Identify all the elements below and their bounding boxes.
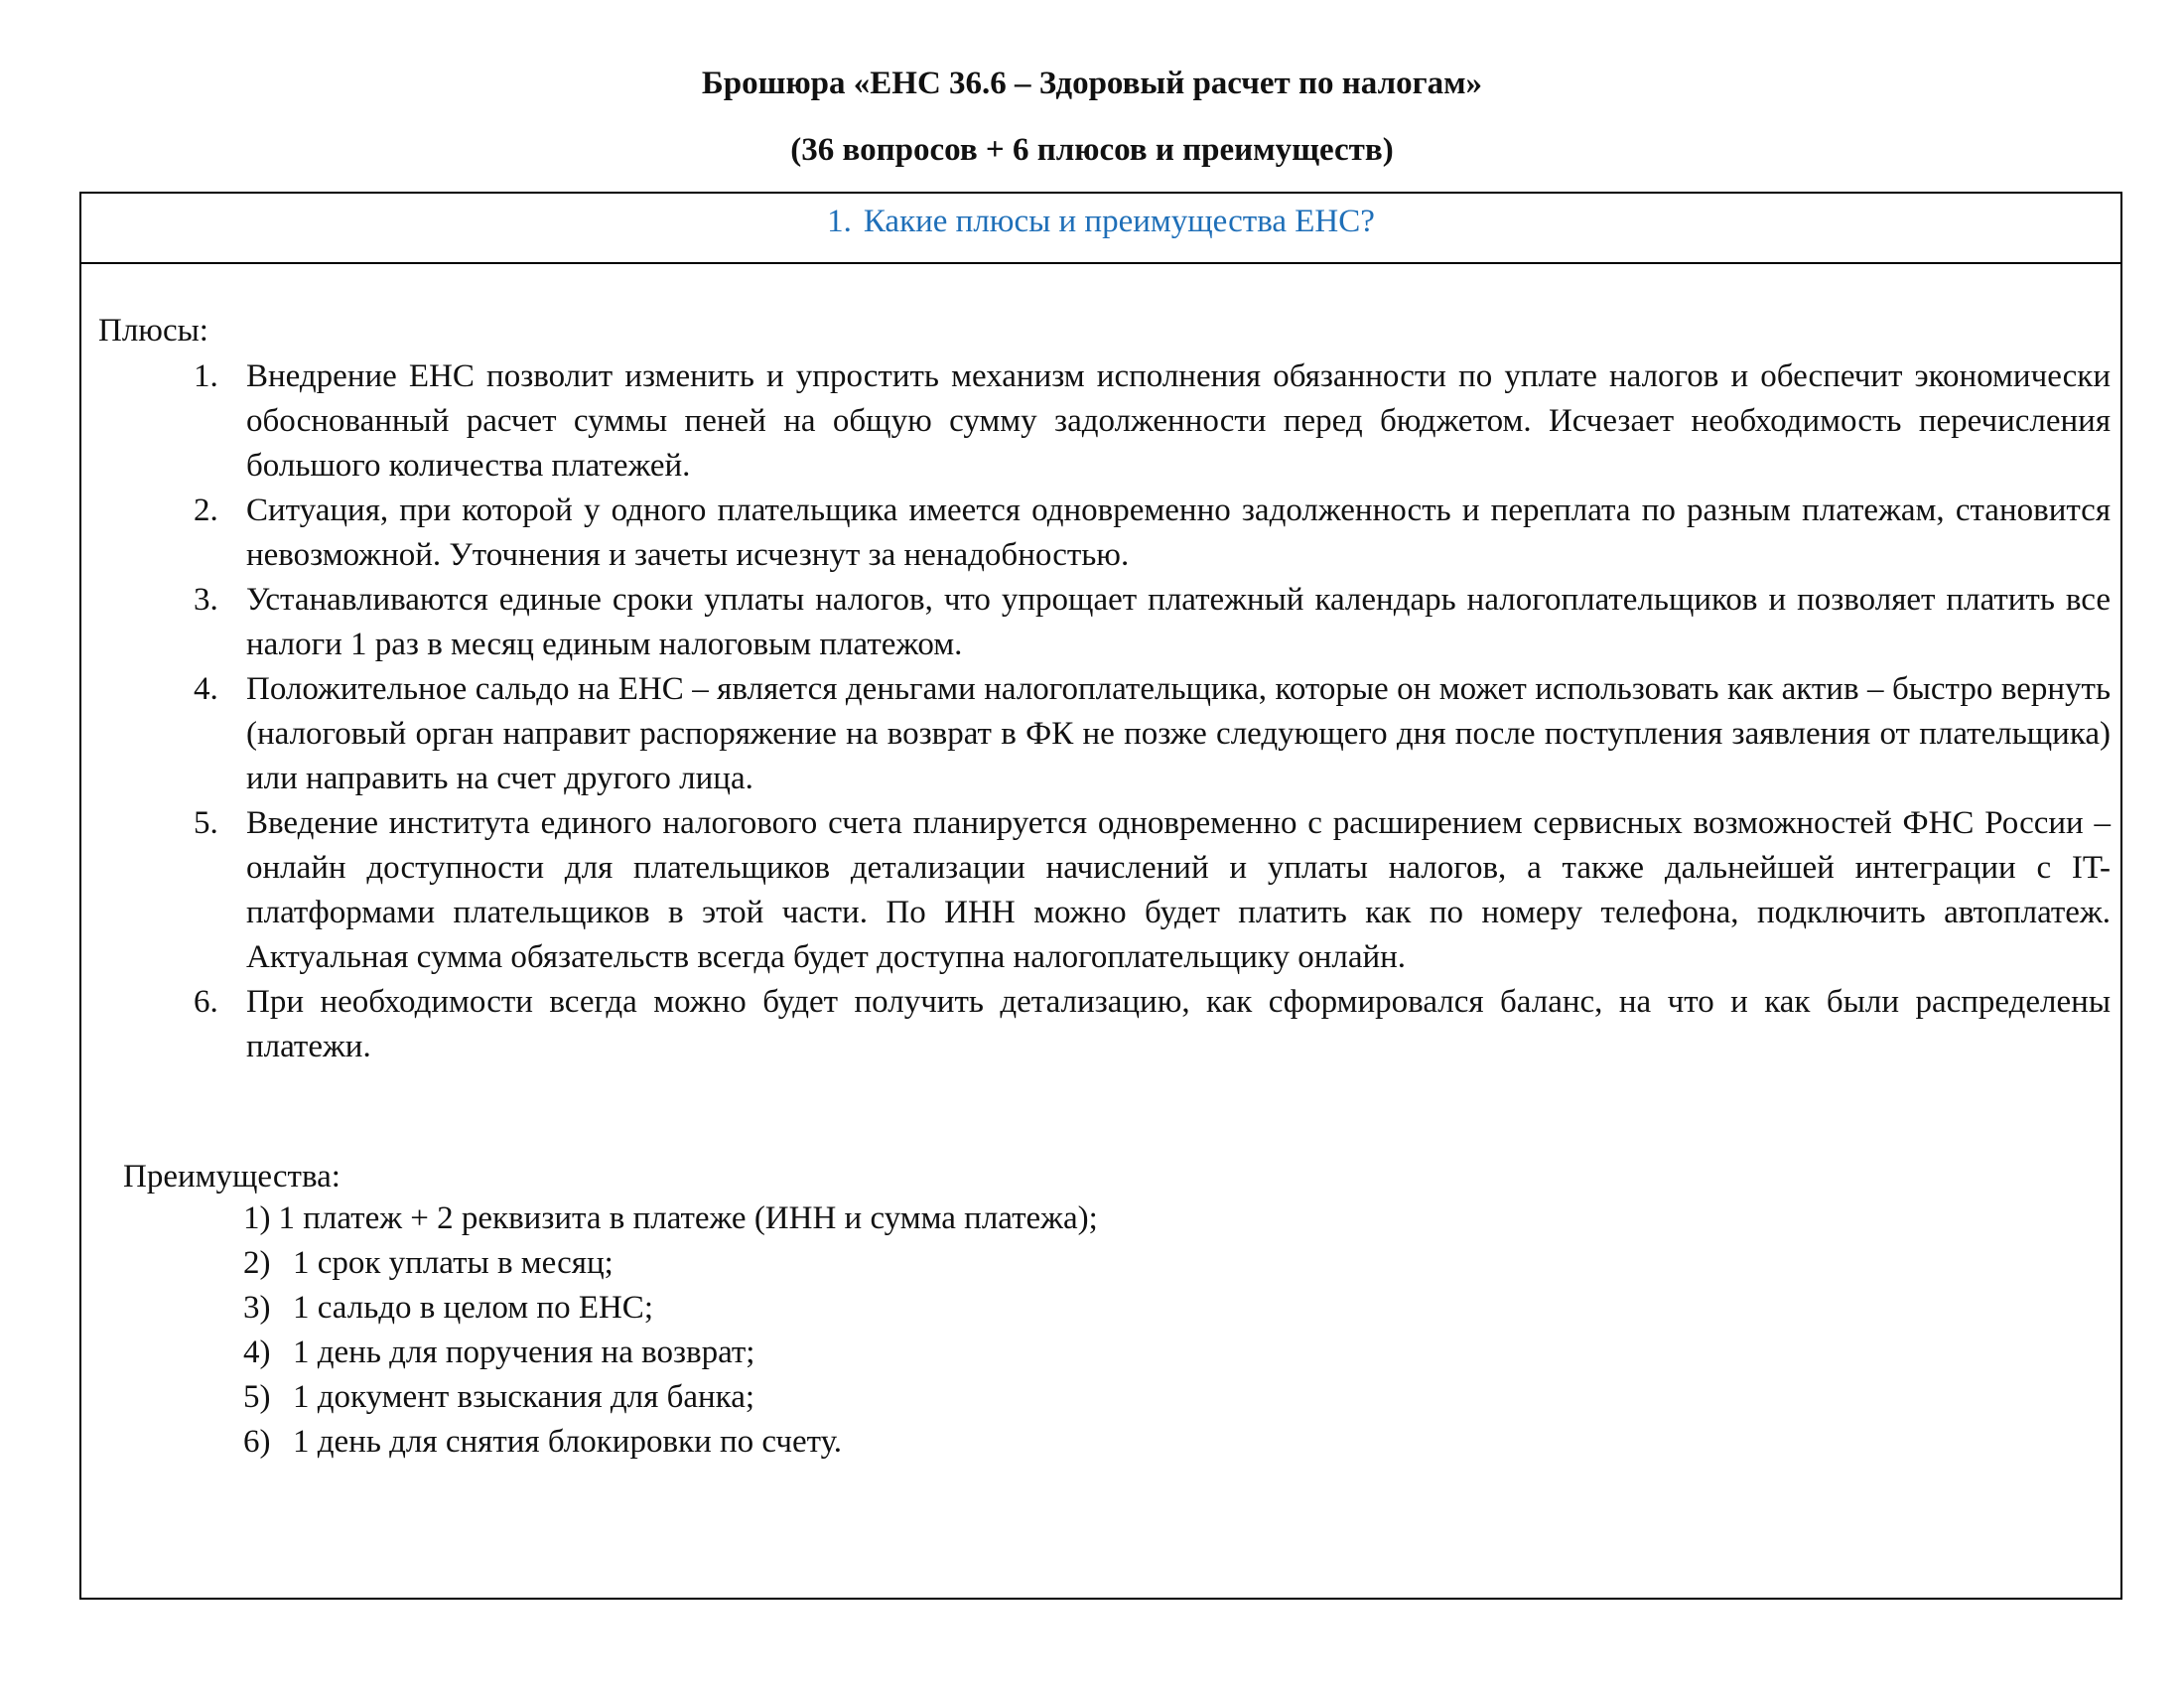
- advantage-item: [81, 1286, 2120, 1331]
- advantages-list: [81, 1196, 2120, 1465]
- plus-item-text: Устанавливаются единые сроки уплаты налогов, что упрощает платежный календарь налогоплательщиков и позволяет платить все налоги 1 раз в месяц единым налоговым платежом.: [246, 582, 2111, 662]
- advantage-item-number: 4): [243, 1335, 271, 1370]
- plus-item: [81, 578, 2120, 667]
- plus-item-text: При необходимости всегда можно будет получить детализацию, как сформировался баланс, на что и как были распределены платежи.: [246, 984, 2111, 1064]
- plus-item-text: Ситуация, при которой у одного плательщика имеется одновременно задолженность и переплата по разным платежам, становится невозможной. Уточнения и зачеты исчезнут за ненадобностью.: [246, 492, 2111, 573]
- plus-item-number: 6.: [194, 984, 218, 1020]
- plus-item-text: Внедрение ЕНС позволит изменить и упростить механизм исполнения обязанности по уплате налогов и обеспечит экономически обоснованный расчет суммы пеней на общую сумму задолженности перед бюджетом. Исчезает необходимость перечисления большого количества платежей.: [246, 358, 2111, 484]
- advantage-item-text: 1 сальдо в целом по ЕНС;: [293, 1290, 653, 1326]
- advantage-item-text: 1 платеж + 2 реквизита в платеже (ИНН и сумма платежа);: [278, 1200, 1098, 1236]
- advantage-item-text: 1 день для снятия блокировки по счету.: [293, 1424, 843, 1460]
- document-subtitle: (36 вопросов + 6 плюсов и преимуществ): [790, 132, 1394, 168]
- question-number: 1.: [827, 204, 852, 239]
- pluses-heading: Плюсы:: [98, 313, 208, 349]
- question-text: Какие плюсы и преимущества ЕНС?: [863, 204, 1375, 239]
- advantage-item-text: 1 срок уплаты в месяц;: [293, 1245, 614, 1281]
- advantage-item-number: 3): [243, 1290, 271, 1326]
- question-heading: [81, 202, 2120, 241]
- plus-item: [81, 489, 2120, 578]
- advantage-item-number: 5): [243, 1379, 271, 1415]
- plus-item-number: 2.: [194, 492, 218, 528]
- plus-item-text: Положительное сальдо на ЕНС – является деньгами налогоплательщика, которые он может использовать как актив – быстро вернуть (налоговый орган направит распоряжение на возврат в ФК не позже следующего дня после поступления заявления от плательщика) или направить на счет другого лица.: [246, 671, 2111, 796]
- plus-item: [81, 801, 2120, 980]
- advantage-item-text: 1 день для поручения на возврат;: [293, 1335, 755, 1370]
- plus-item-text: Введение института единого налогового счета планируется одновременно с расширением сервисных возможностей ФНС России – онлайн доступности для плательщиков детализации начислений и уплаты налогов, а также дальнейшей интеграции с IT-платформами плательщиков в этой части. По ИНН можно будет платить как по номеру телефона, подключить автоплатеж. Актуальная сумма обязательств всегда будет доступна налогоплательщику онлайн.: [246, 805, 2111, 975]
- advantages-heading: Преимущества:: [123, 1159, 341, 1195]
- question-header: [81, 194, 2120, 264]
- plus-item: [81, 354, 2120, 489]
- plus-item-number: 4.: [194, 671, 218, 707]
- advantage-item-number: 1): [243, 1200, 271, 1236]
- document-title: Брошюра «ЕНС 36.6 – Здоровый расчет по налогам»: [701, 66, 1483, 101]
- advantage-item: [81, 1420, 2120, 1465]
- advantage-item: [81, 1196, 2120, 1241]
- plus-item-number: 1.: [194, 358, 218, 394]
- advantage-item: [81, 1375, 2120, 1420]
- content-frame: [79, 192, 2122, 1600]
- plus-item-number: 3.: [194, 582, 218, 618]
- pluses-list: [81, 354, 2120, 1069]
- plus-item: [81, 980, 2120, 1069]
- advantage-item-text: 1 документ взыскания для банка;: [293, 1379, 755, 1415]
- advantage-item: [81, 1241, 2120, 1286]
- advantage-item: [81, 1331, 2120, 1375]
- plus-item: [81, 667, 2120, 801]
- advantage-item-number: 2): [243, 1245, 271, 1281]
- plus-item-number: 5.: [194, 805, 218, 841]
- advantage-item-number: 6): [243, 1424, 271, 1460]
